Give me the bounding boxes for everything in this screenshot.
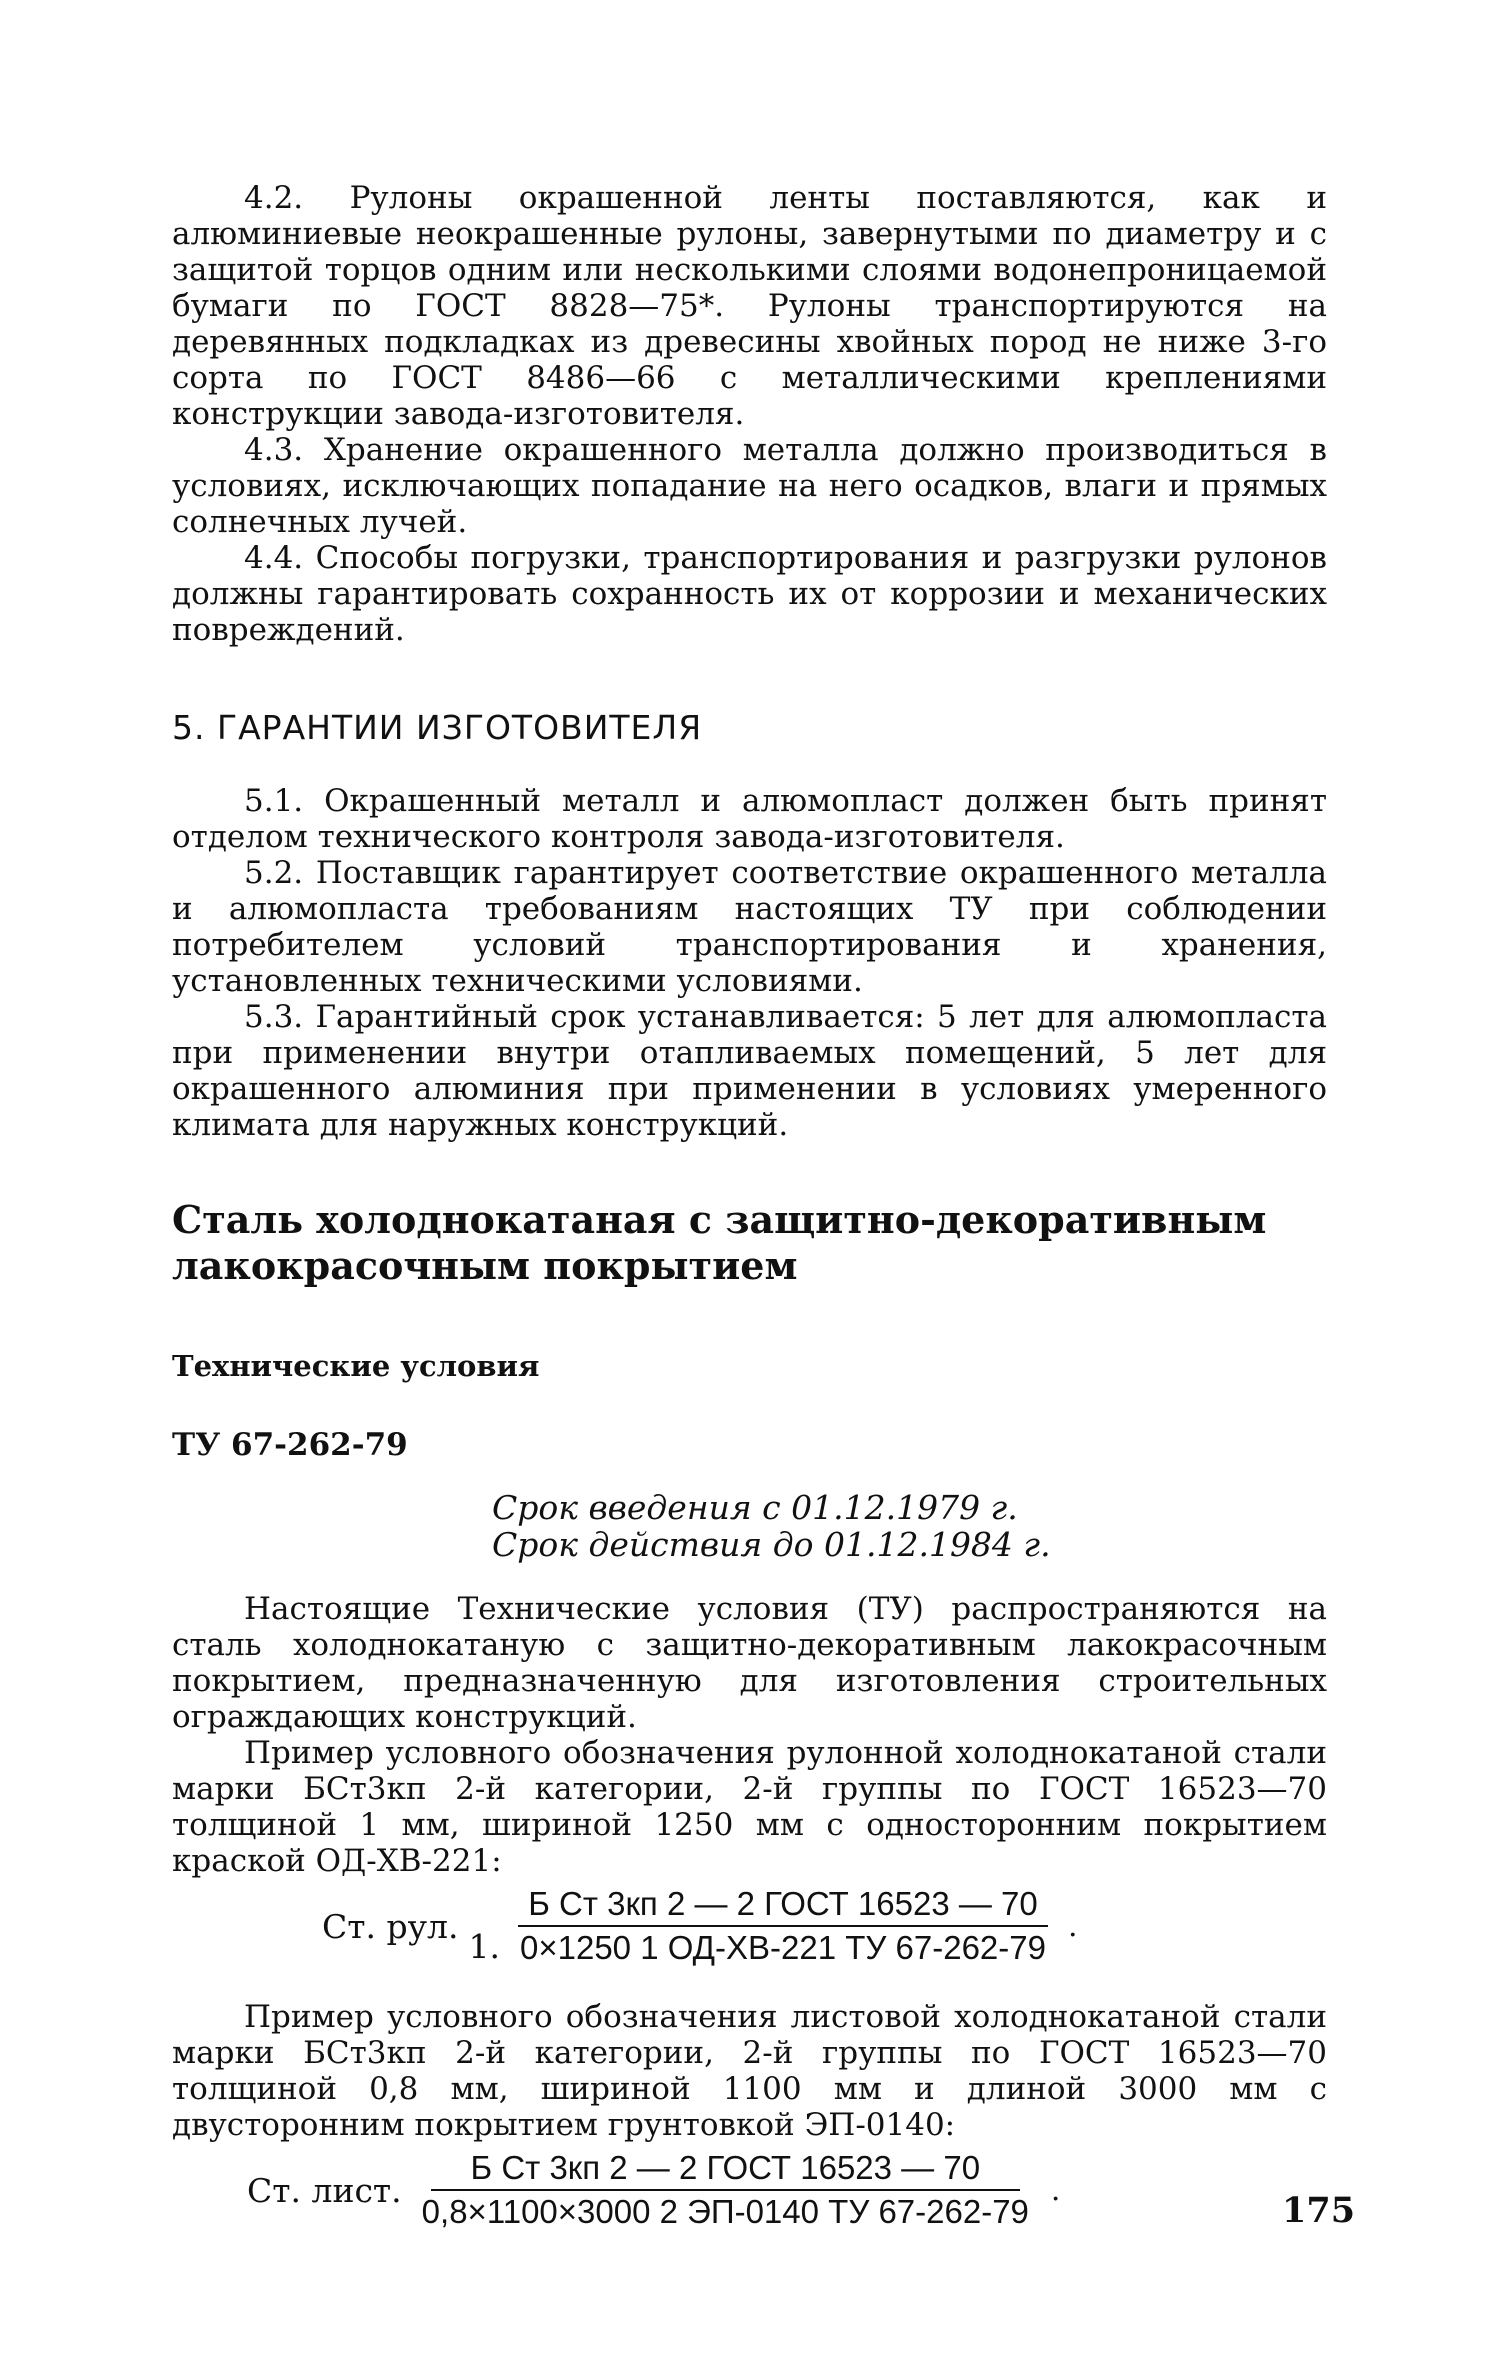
example-paragraph-1: Пример условного обозначения рулонной холоднокатаной стали марки БСт3кп 2-й категории, 2-й группы по ГОСТ 16523—70 толщиной 1 мм, шириной 1250 мм с односторонним покрытием краской ОД-ХВ-221: — [172, 1735, 1327, 1879]
intro-paragraph: Настоящие Технические условия (ТУ) распространяются на сталь холоднокатаную с защитно-декоративным лакокрасочным покрытием, предназначенную для изготовления строительных ограждающих конструкций. — [172, 1591, 1327, 1735]
formula-sheet-numerator: Б Ст 3кп 2 — 2 ГОСТ 16523 — 70 — [431, 2149, 1021, 2191]
validity-dates — [492, 1489, 1327, 1563]
formula-roll-fraction — [510, 1885, 1056, 1967]
paragraph-4-3: 4.3. Хранение окрашенного металла должно производиться в условиях, исключающих попадание на него осадков, влаги и прямых солнечных лучей. — [172, 432, 1327, 540]
formula-roll-label: Ст. рул. — [322, 1906, 459, 1946]
formula-roll-prefix: 1. — [468, 1926, 500, 1966]
date-introduction: Срок введения с 01.12.1979 г. — [492, 1488, 1018, 1527]
formula-roll-denominator: 0×1250 1 ОД-ХВ-221 ТУ 67-262-79 — [519, 1929, 1046, 1966]
paragraph-4-4: 4.4. Способы погрузки, транспортирования и разгрузки рулонов должны гарантировать сохранность их от коррозии и механических повреждений. — [172, 540, 1327, 648]
document-title: Сталь холоднокатаная с защитно-декоративным лакокрасочным покрытием — [172, 1197, 1267, 1288]
date-validity: Срок действия до 01.12.1984 г. — [492, 1525, 1051, 1564]
section-heading-5: 5. ГАРАНТИИ ИЗГОТОВИТЕЛЯ — [172, 708, 703, 747]
formula-sheet-end: . — [1050, 2172, 1061, 2208]
paragraph-5-3: 5.3. Гарантийный срок устанавливается: 5 лет для алюмопласта при применении внутри отапливаемых помещений, 5 лет для окрашенного алюминия при применении в условиях умеренного климата для наружных конструкций. — [172, 999, 1327, 1143]
document-subtitle: Технические условия — [172, 1349, 540, 1383]
document-code: ТУ 67-262-79 — [172, 1427, 408, 1463]
formula-roll-end: . — [1067, 1908, 1078, 1944]
example-paragraph-2: Пример условного обозначения листовой холоднокатаной стали марки БСт3кп 2-й категории, 2-й группы по ГОСТ 16523—70 толщиной 0,8 мм, шириной 1100 мм и длиной 3000 мм с двусторонним покрытием грунтовкой ЭП-0140: — [172, 1999, 1327, 2143]
formula-roll — [172, 1885, 1327, 1967]
formula-sheet-label: Ст. лист. — [247, 2170, 402, 2210]
formula-sheet — [172, 2149, 1327, 2231]
paragraph-5-1: 5.1. Окрашенный металл и алюмопласт должен быть принят отделом технического контроля завода-изготовителя. — [172, 783, 1327, 855]
page-number: 175 — [1282, 2190, 1356, 2231]
formula-roll-numerator: Б Ст 3кп 2 — 2 ГОСТ 16523 — 70 — [518, 1885, 1048, 1927]
page-content — [172, 180, 1327, 2263]
formula-sheet-denominator: 0,8×1100×3000 2 ЭП-0140 ТУ 67-262-79 — [421, 2193, 1029, 2230]
paragraph-4-2: 4.2. Рулоны окрашенной ленты поставляются, как и алюминиевые неокрашенные рулоны, завернутыми по диаметру и с защитой торцов одним или несколькими слоями водонепроницаемой бумаги по ГОСТ 8828—75*. Рулоны транспортируются на деревянных подкладках из древесины хвойных пород не ниже 3-го сорта по ГОСТ 8486—66 с металлическими креплениями конструкции завода-изготовителя. — [172, 180, 1327, 432]
formula-sheet-fraction — [412, 2149, 1039, 2231]
paragraph-5-2: 5.2. Поставщик гарантирует соответствие окрашенного металла и алюмопласта требованиям настоящих ТУ при соблюдении потребителем условий транспортирования и хранения, установленных техническими условиями. — [172, 855, 1327, 999]
